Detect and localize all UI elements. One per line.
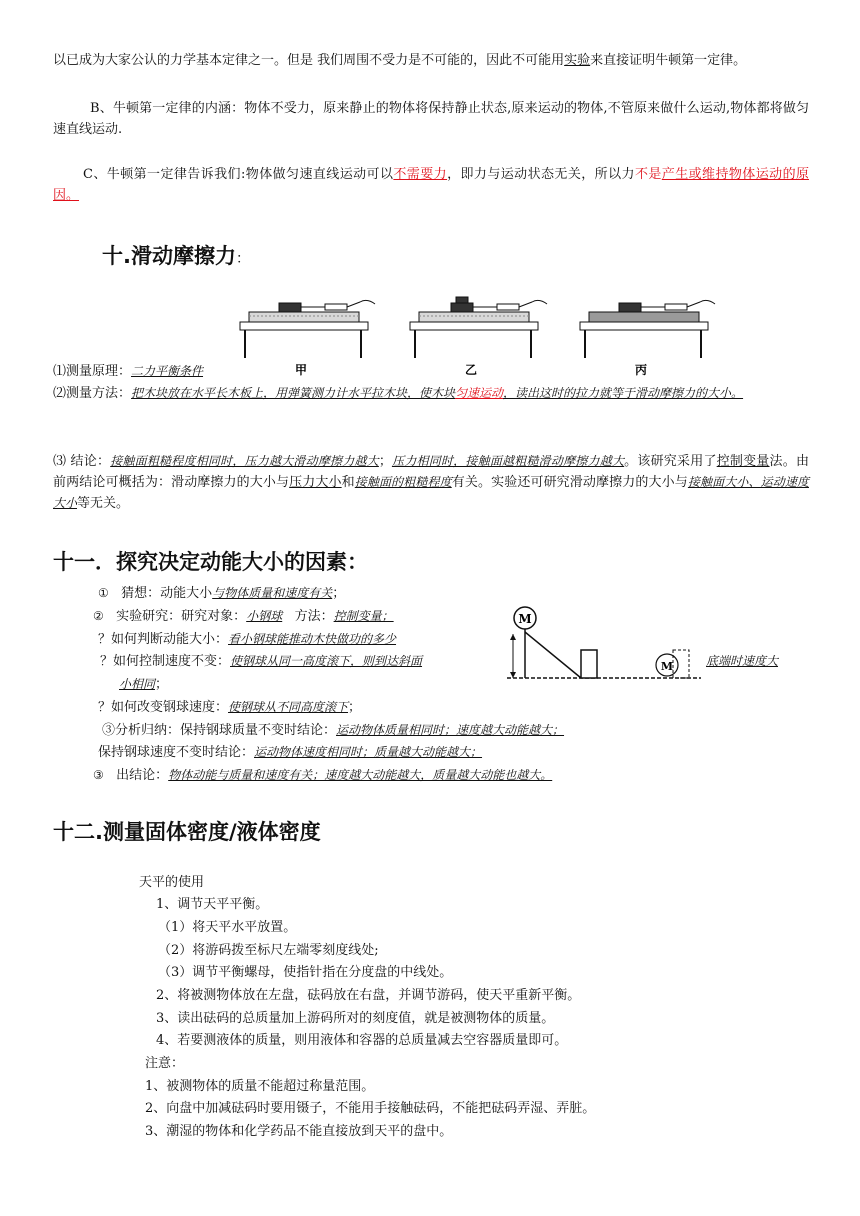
friction-apparatus-figure	[235, 294, 735, 380]
judge-line: ？如何判断动能大小：看小钢球能推动木快做功的多少	[98, 632, 397, 647]
list-item: 1、被测物体的质量不能超过称量范围。	[145, 1079, 375, 1094]
list-item: 2、将被测物体放在左盘，砝码放在右盘，并调节游码，使天平重新平衡。	[156, 988, 581, 1003]
table-jia	[240, 300, 375, 358]
list-item: （3）调节平衡螺母，使指针指在分度盘的中线处。	[158, 965, 453, 980]
list-item: 3、读出砝码的总质量加上游码所对的刻度值，就是被测物体的质量。	[156, 1011, 555, 1026]
label-bing: 丙	[634, 363, 648, 377]
list-item: 天平的使用	[139, 875, 205, 890]
analysis-line: ③分析归纳：保持钢球质量不变时结论：运动物体质量相同时；速度越大动能越大；	[102, 723, 565, 738]
link-experiment: 实验	[564, 53, 591, 68]
list-item: （2）将游码拨至标尺左端零刻度线处;	[158, 943, 379, 958]
list-item: 1、调节天平平衡。	[156, 897, 269, 912]
section-11-title: 十一．探究决定动能大小的因素：	[53, 550, 368, 574]
ball-label-bottom: M	[660, 660, 674, 673]
list-item: 注意：	[145, 1056, 185, 1071]
guess-line: ① 猜想：动能大小与物体质量和速度有关；	[98, 586, 346, 601]
change-speed-line: ？如何改变钢球速度：使钢球从不同高度滚下；	[98, 700, 362, 715]
control-speed-line: ？如何控制速度不变：使钢球从同一高度滚下，则到达斜面	[100, 654, 423, 669]
friction-conclusion: ⑶ 结论：接触面粗糙程度相同时，压力越大滑动摩擦力越大；压力相同时，接触面越粗糙滑动摩擦力越大。该研究采用了控制变量法。由前两结论可概括为：滑动摩擦力的大小与压力大小和接触面的粗糙程度有关。实验还可研究滑动摩擦力的大小与接触面大小、运动速度大小等无关。	[53, 454, 809, 511]
ball-label-top: M	[518, 612, 532, 626]
section-12-title: 十二.测量固体密度/液体密度	[53, 820, 321, 844]
control-speed-cont: 小相同；	[119, 677, 169, 692]
label-yi: 乙	[464, 363, 478, 377]
list-item: （1）将天平水平放置。	[158, 920, 297, 935]
label-jia: 甲	[294, 363, 308, 377]
analysis-line-2: 保持钢球速度不变时结论：运动物体速度相同时；质量越大动能越大；	[98, 745, 483, 760]
list-item: 2、向盘中加减砝码时要用镊子，不能用手接触砝码，不能把砝码弄湿、弄脏。	[145, 1101, 596, 1116]
table-yi	[410, 297, 547, 358]
research-line: ② 实验研究：研究对象：小钢球 方法：控制变量；	[93, 609, 394, 624]
table-bing	[580, 300, 715, 358]
list-item: 4、若要测液体的质量，则用液体和容器的总质量减去空容器质量即可。	[156, 1033, 568, 1048]
list-item: 3、潮湿的物体和化学药品不能直接放到天平的盘中。	[145, 1124, 453, 1139]
measure-principle: ⑴测量原理：二力平衡条件	[53, 364, 204, 379]
paragraph-b: B、牛顿第一定律的内涵：物体不受力，原来静止的物体将保持静止状态,原来运动的物体,不管原来做什么运动,物体都将做匀速直线运动.	[53, 101, 809, 137]
measure-method: ⑵测量方法：把木块放在水平长木板上，用弹簧测力计水平拉木块，使木块匀速运动，读出这时的拉力就等于滑动摩擦力的大小。	[53, 386, 744, 401]
section-10-title: 十.滑动摩擦力：	[102, 244, 250, 268]
wood-block	[581, 650, 597, 678]
paragraph-c: C、牛顿第一定律告诉我们:物体做匀速直线运动可以不需要力，即力与运动状态无关，所以力不是产生或维持物体运动的原因。	[53, 167, 809, 203]
intro-paragraph: 以已成为大家公认的力学基本定律之一。但是 我们周围不受力是不可能的，因此不可能用实验来直接证明牛顿第一定律。	[53, 53, 747, 68]
kinetic-energy-figure	[505, 600, 705, 682]
conclusion-line: ③ 出结论：物体动能与质量和速度有关；速度越大动能越大，质量越大动能也越大。	[93, 768, 553, 783]
control-speed-right: 底端时速度大	[706, 654, 779, 668]
